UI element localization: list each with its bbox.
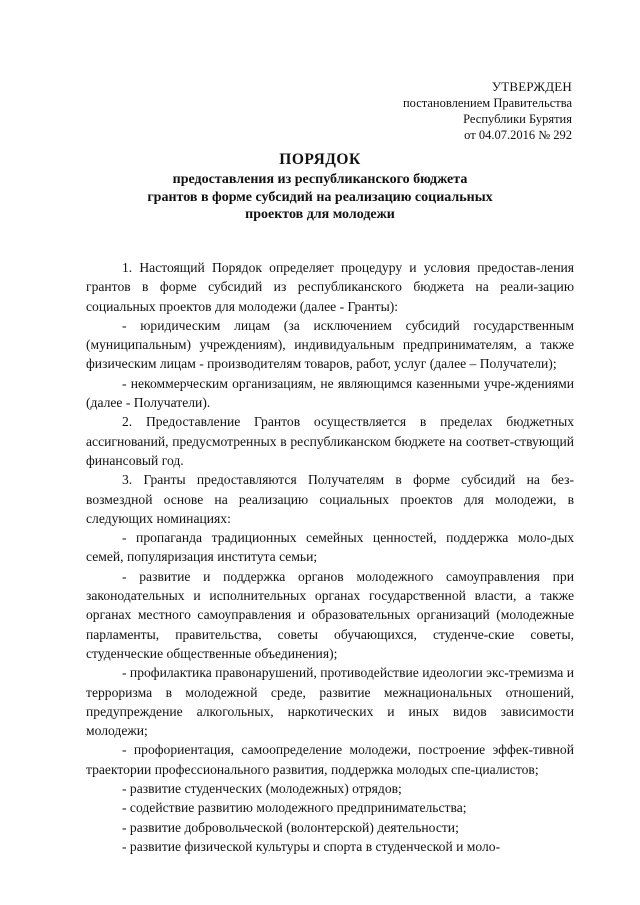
approval-line-republic: Республики Бурятия bbox=[463, 112, 572, 126]
nomination-prevention: - профилактика правонарушений, противодействие идеологии экс-тремизма и терроризма в молодежной среде, развитие межнациональных отношений, предупреждение алкогольных, наркотических и иных видов зависимости молодежи; bbox=[86, 665, 575, 739]
nomination-volunteering: - развитие добровольческой (волонтерской) деятельности; bbox=[122, 819, 459, 835]
nomination-student-teams: - развитие студенческих (молодежных) отрядов; bbox=[122, 781, 402, 797]
paragraph-1: 1. Настоящий Порядок определяет процедуру и условия предостав-ления грантов в форме субсидий из республиканского бюджета на реали-зацию социальных проектов для молодежи (далее - Гранты): bbox=[86, 260, 574, 314]
paragraph-legal-entities: - юридическим лицам (за исключением субсидий государственным (муниципальным) учреждениям), индивидуальным предпринимателям, а также физическим лицам - производителям товаров, работ, услуг (далее – Получатели); bbox=[86, 317, 574, 372]
paragraph-nonprofits: - некоммерческим организациям, не являющимся казенными учре-ждениями (далее - Получатели). bbox=[86, 375, 574, 411]
document-body bbox=[86, 258, 574, 856]
document-subtitle bbox=[120, 171, 520, 224]
document-title: ПОРЯДОК bbox=[279, 151, 361, 168]
paragraph-2: 2. Предоставление Грантов осуществляется в пределах бюджетных ассигнований, предусмотренных в республиканском бюджете на соответ-ствующий финансовый год. bbox=[86, 414, 574, 468]
nomination-self-government: - развитие и поддержка органов молодежного самоуправления при законодательных и исполнительных органах государственной власти, а также органах местного самоуправления и образовательных организаций (молодежные парламенты, правительства, советы обучающихся, студенче-ские советы, студенческие общественные объединения); bbox=[86, 568, 574, 661]
nomination-sport: - развитие физической культуры и спорта в студенческой и моло- bbox=[122, 838, 501, 854]
subtitle-line-3: проектов для молодежи bbox=[245, 207, 395, 222]
paragraph-3: 3. Гранты предоставляются Получателям в форме субсидий на без-возмездной основе на реализацию социальных проектов для молодежи, в следующих номинациях: bbox=[86, 472, 574, 526]
subtitle-line-2: грантов в форме субсидий на реализацию социальных bbox=[147, 189, 493, 205]
approval-line-date: от 04.07.2016 № 292 bbox=[464, 128, 572, 142]
nomination-career: - профориентация, самоопределение молодежи, построение эффек-тивной траектории профессионального развития, поддержка молодых спе-циалистов; bbox=[86, 742, 574, 777]
nomination-entrepreneurship: - содействие развитию молодежного предпринимательства; bbox=[122, 800, 467, 816]
approval-heading: УТВЕРЖДЕН bbox=[491, 79, 572, 94]
approval-line-decree: постановлением Правительства bbox=[402, 96, 572, 110]
nomination-family: - пропаганда традиционных семейных ценностей, поддержка моло-дых семей, популяризация института семьи; bbox=[86, 530, 574, 565]
approval-stamp bbox=[403, 79, 572, 143]
subtitle-line-1: предоставления из республиканского бюджета bbox=[172, 172, 468, 187]
